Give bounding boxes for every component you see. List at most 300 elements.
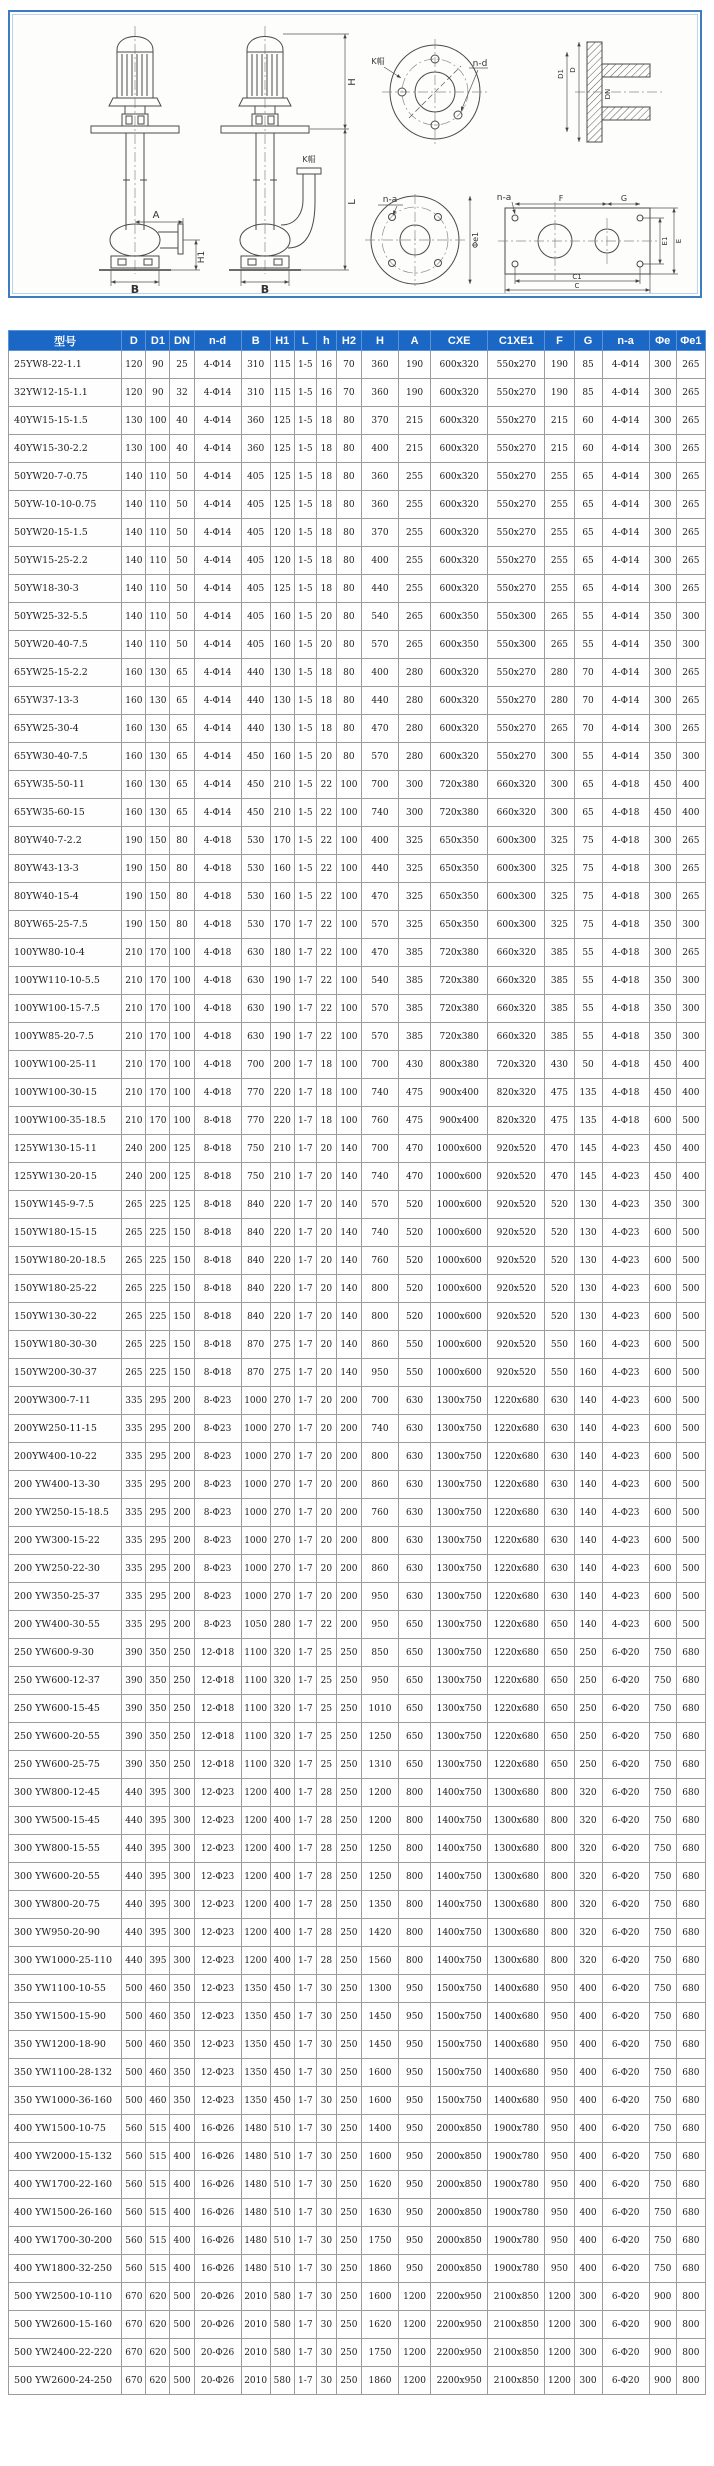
spec-cell: 1-5	[294, 827, 316, 855]
spec-cell: 860	[361, 1331, 398, 1359]
spec-cell: 265	[676, 491, 705, 519]
spec-cell: 250	[574, 1751, 602, 1779]
spec-cell: 2000x850	[431, 2171, 488, 2199]
table-row	[9, 1555, 706, 1583]
spec-cell: 600	[649, 1331, 676, 1359]
spec-cell: 400	[170, 2255, 194, 2283]
model-cell: 65YW35-50-11	[9, 771, 122, 799]
spec-cell: 140	[336, 1303, 361, 1331]
spec-cell: 670	[122, 2311, 146, 2339]
table-row	[9, 491, 706, 519]
model-cell: 350 YW1500-15-90	[9, 2003, 122, 2031]
column-header-17: Φe	[649, 331, 676, 351]
spec-cell: 250	[336, 1667, 361, 1695]
pump-front-view	[91, 26, 207, 296]
spec-cell: 22	[316, 995, 336, 1023]
spec-cell: 100	[336, 799, 361, 827]
spec-cell: 190	[270, 1023, 294, 1051]
spec-cell: 740	[361, 1415, 398, 1443]
spec-cell: 650	[545, 1667, 574, 1695]
spec-cell: 650	[399, 1639, 431, 1667]
table-row	[9, 1331, 706, 1359]
spec-cell: 2000x850	[431, 2255, 488, 2283]
table-row	[9, 1527, 706, 1555]
spec-cell: 560	[122, 2143, 146, 2171]
spec-cell: 520	[399, 1303, 431, 1331]
spec-cell: 1-7	[294, 1023, 316, 1051]
table-row	[9, 827, 706, 855]
spec-cell: 225	[146, 1247, 170, 1275]
spec-cell: 135	[574, 1107, 602, 1135]
spec-cell: 1900x780	[488, 2255, 545, 2283]
spec-cell: 800	[361, 1275, 398, 1303]
spec-cell: 335	[122, 1611, 146, 1639]
pump-side-view	[221, 26, 358, 296]
spec-cell: 130	[574, 1219, 602, 1247]
spec-cell: 800	[676, 2339, 705, 2367]
spec-cell: 280	[399, 743, 431, 771]
spec-cell: 1200	[361, 1807, 398, 1835]
spec-cell: 250	[336, 2255, 361, 2283]
spec-cell: 2100x850	[488, 2311, 545, 2339]
spec-cell: 100	[336, 855, 361, 883]
spec-cell: 130	[146, 687, 170, 715]
dim-label-dn: DN	[604, 88, 612, 100]
spec-cell: 12-Φ18	[194, 1695, 241, 1723]
spec-cell: 1300x680	[488, 1807, 545, 1835]
spec-cell: 1600	[361, 2283, 398, 2311]
spec-cell: 255	[399, 491, 431, 519]
spec-cell: 20	[316, 1583, 336, 1611]
spec-cell: 135	[574, 1079, 602, 1107]
table-row	[9, 1443, 706, 1471]
spec-cell: 4-Φ23	[602, 1247, 649, 1275]
spec-cell: 200	[146, 1135, 170, 1163]
spec-cell: 350	[146, 1639, 170, 1667]
spec-cell: 1300	[361, 1975, 398, 2003]
dim-label-b-left: B	[130, 283, 140, 296]
spec-cell: 335	[122, 1527, 146, 1555]
spec-cell: 450	[270, 2031, 294, 2059]
spec-cell: 150	[170, 1331, 194, 1359]
spec-cell: 8-Φ23	[194, 1471, 241, 1499]
spec-cell: 550x270	[488, 407, 545, 435]
spec-cell: 750	[649, 2227, 676, 2255]
spec-cell: 20	[316, 631, 336, 659]
spec-cell: 65	[170, 799, 194, 827]
spec-cell: 520	[545, 1275, 574, 1303]
spec-cell: 28	[316, 1779, 336, 1807]
spec-cell: 4-Φ14	[602, 659, 649, 687]
table-row	[9, 1891, 706, 1919]
spec-cell: 200	[170, 1387, 194, 1415]
spec-cell: 450	[270, 1975, 294, 2003]
spec-cell: 450	[270, 2059, 294, 2087]
spec-cell: 4-Φ14	[194, 547, 241, 575]
spec-cell: 1-7	[294, 1135, 316, 1163]
spec-cell: 100	[146, 407, 170, 435]
spec-cell: 8-Φ23	[194, 1415, 241, 1443]
spec-cell: 6-Φ20	[602, 2115, 649, 2143]
spec-cell: 160	[270, 855, 294, 883]
spec-cell: 750	[649, 1891, 676, 1919]
spec-cell: 250	[336, 1975, 361, 2003]
column-header-13: C1XE1	[488, 331, 545, 351]
spec-cell: 800	[545, 1919, 574, 1947]
spec-cell: 8-Φ18	[194, 1303, 241, 1331]
table-row	[9, 1499, 706, 1527]
spec-cell: 4-Φ14	[194, 771, 241, 799]
spec-cell: 140	[574, 1415, 602, 1443]
spec-cell: 670	[122, 2283, 146, 2311]
spec-cell: 400	[574, 2059, 602, 2087]
pump-dimension-drawing-panel	[8, 10, 702, 298]
table-row	[9, 1415, 706, 1443]
spec-cell: 4-Φ23	[602, 1163, 649, 1191]
spec-cell: 12-Φ23	[194, 2003, 241, 2031]
spec-cell: 50	[170, 491, 194, 519]
spec-cell: 300	[399, 771, 431, 799]
spec-cell: 550x270	[488, 715, 545, 743]
spec-cell: 500	[122, 2087, 146, 2115]
spec-cell: 200	[170, 1527, 194, 1555]
spec-cell: 320	[574, 1779, 602, 1807]
spec-cell: 215	[545, 435, 574, 463]
spec-cell: 320	[574, 1891, 602, 1919]
spec-cell: 65	[574, 771, 602, 799]
spec-cell: 475	[545, 1107, 574, 1135]
spec-cell: 1-7	[294, 1387, 316, 1415]
spec-cell: 55	[574, 967, 602, 995]
spec-cell: 750	[649, 1723, 676, 1751]
spec-cell: 1200	[545, 2311, 574, 2339]
spec-cell: 320	[270, 1751, 294, 1779]
spec-cell: 920x520	[488, 1247, 545, 1275]
spec-cell: 325	[399, 827, 431, 855]
spec-cell: 265	[676, 435, 705, 463]
spec-cell: 920x520	[488, 1135, 545, 1163]
spec-cell: 295	[146, 1527, 170, 1555]
spec-cell: 130	[146, 743, 170, 771]
spec-cell: 140	[336, 1135, 361, 1163]
spec-cell: 500	[170, 2367, 194, 2395]
spec-cell: 550x270	[488, 463, 545, 491]
spec-cell: 30	[316, 2087, 336, 2115]
spec-cell: 1400x680	[488, 1975, 545, 2003]
spec-cell: 680	[676, 2059, 705, 2087]
spec-cell: 4-Φ18	[602, 1107, 649, 1135]
spec-cell: 600	[649, 1387, 676, 1415]
spec-cell: 140	[122, 631, 146, 659]
spec-cell: 460	[146, 2087, 170, 2115]
model-cell: 25YW8-22-1.1	[9, 351, 122, 379]
table-row	[9, 1779, 706, 1807]
spec-cell: 4-Φ14	[602, 491, 649, 519]
spec-cell: 1000x600	[431, 1247, 488, 1275]
flange-section-view	[557, 42, 665, 142]
spec-cell: 1-5	[294, 883, 316, 911]
spec-cell: 550x270	[488, 379, 545, 407]
spec-cell: 160	[574, 1359, 602, 1387]
spec-cell: 130	[146, 771, 170, 799]
spec-cell: 6-Φ20	[602, 1947, 649, 1975]
spec-cell: 1400x680	[488, 2059, 545, 2087]
spec-cell: 250	[336, 2171, 361, 2199]
spec-cell: 405	[241, 631, 270, 659]
dim-label-e1: E1	[661, 236, 669, 246]
spec-cell: 600	[649, 1275, 676, 1303]
spec-cell: 840	[241, 1219, 270, 1247]
spec-cell: 18	[316, 407, 336, 435]
spec-cell: 450	[241, 799, 270, 827]
spec-cell: 140	[574, 1555, 602, 1583]
spec-cell: 180	[270, 939, 294, 967]
spec-cell: 20	[316, 1219, 336, 1247]
spec-cell: 600	[649, 1499, 676, 1527]
spec-cell: 440	[361, 855, 398, 883]
spec-cell: 325	[545, 911, 574, 939]
model-cell: 150YW130-30-22	[9, 1303, 122, 1331]
spec-cell: 1-5	[294, 659, 316, 687]
spec-cell: 600	[649, 1555, 676, 1583]
spec-cell: 170	[146, 1023, 170, 1051]
spec-cell: 225	[146, 1275, 170, 1303]
spec-cell: 440	[122, 1891, 146, 1919]
spec-cell: 160	[122, 771, 146, 799]
base-flange-view	[365, 194, 480, 286]
spec-cell: 1000x600	[431, 1275, 488, 1303]
spec-cell: 1500x750	[431, 2003, 488, 2031]
spec-cell: 920x520	[488, 1303, 545, 1331]
spec-cell: 300	[574, 2311, 602, 2339]
column-header-15: G	[574, 331, 602, 351]
spec-cell: 390	[122, 1723, 146, 1751]
spec-cell: 400	[574, 2143, 602, 2171]
model-cell: 500 YW2600-24-250	[9, 2367, 122, 2395]
model-cell: 250 YW600-9-30	[9, 1639, 122, 1667]
spec-cell: 1-7	[294, 1415, 316, 1443]
spec-cell: 75	[574, 883, 602, 911]
model-cell: 350 YW1000-36-160	[9, 2087, 122, 2115]
spec-cell: 2200x950	[431, 2367, 488, 2395]
spec-cell: 350	[146, 1695, 170, 1723]
spec-cell: 800	[361, 1303, 398, 1331]
spec-cell: 900	[649, 2311, 676, 2339]
dim-label-n-a-plate: n-a	[496, 193, 512, 203]
spec-cell: 255	[399, 575, 431, 603]
spec-cell: 100	[336, 1107, 361, 1135]
spec-cell: 650x350	[431, 883, 488, 911]
spec-cell: 520	[545, 1303, 574, 1331]
spec-cell: 4-Φ18	[602, 995, 649, 1023]
spec-cell: 28	[316, 1863, 336, 1891]
spec-cell: 255	[399, 463, 431, 491]
spec-cell: 140	[336, 1219, 361, 1247]
spec-cell: 250	[170, 1639, 194, 1667]
spec-cell: 65	[170, 743, 194, 771]
spec-cell: 250	[336, 1807, 361, 1835]
table-row	[9, 2143, 706, 2171]
spec-cell: 250	[336, 2199, 361, 2227]
spec-cell: 1220x680	[488, 1723, 545, 1751]
spec-cell: 200	[336, 1555, 361, 1583]
spec-cell: 680	[676, 1695, 705, 1723]
spec-cell: 1-7	[294, 1919, 316, 1947]
spec-cell: 515	[146, 2115, 170, 2143]
spec-cell: 520	[545, 1191, 574, 1219]
spec-cell: 1-7	[294, 2031, 316, 2059]
spec-cell: 200	[336, 1527, 361, 1555]
spec-cell: 600	[649, 1443, 676, 1471]
spec-cell: 750	[649, 1835, 676, 1863]
spec-cell: 70	[336, 379, 361, 407]
spec-cell: 1-7	[294, 967, 316, 995]
spec-cell: 1300x750	[431, 1695, 488, 1723]
spec-cell: 300	[170, 1807, 194, 1835]
spec-cell: 385	[399, 939, 431, 967]
spec-cell: 1-7	[294, 2059, 316, 2087]
spec-cell: 1300x750	[431, 1639, 488, 1667]
model-cell: 200 YW400-30-55	[9, 1611, 122, 1639]
spec-cell: 400	[270, 1835, 294, 1863]
spec-cell: 2010	[241, 2339, 270, 2367]
spec-cell: 8-Φ18	[194, 1219, 241, 1247]
spec-cell: 1100	[241, 1751, 270, 1779]
spec-cell: 4-Φ18	[194, 995, 241, 1023]
model-cell: 350 YW1200-18-90	[9, 2031, 122, 2059]
spec-cell: 300	[649, 435, 676, 463]
spec-cell: 160	[270, 603, 294, 631]
spec-cell: 12-Φ23	[194, 2059, 241, 2087]
spec-cell: 1-7	[294, 1667, 316, 1695]
spec-cell: 400	[574, 2115, 602, 2143]
spec-cell: 6-Φ20	[602, 1779, 649, 1807]
spec-cell: 170	[146, 939, 170, 967]
spec-cell: 335	[122, 1387, 146, 1415]
spec-cell: 30	[316, 2171, 336, 2199]
spec-cell: 510	[270, 2255, 294, 2283]
dim-label-g: G	[620, 194, 628, 203]
spec-cell: 4-Φ18	[602, 827, 649, 855]
spec-cell: 440	[361, 687, 398, 715]
spec-cell: 70	[574, 715, 602, 743]
spec-cell: 300	[676, 603, 705, 631]
spec-cell: 100	[170, 995, 194, 1023]
spec-cell: 12-Φ23	[194, 1835, 241, 1863]
spec-cell: 600x350	[431, 631, 488, 659]
spec-cell: 1-7	[294, 1331, 316, 1359]
spec-cell: 265	[676, 715, 705, 743]
dim-label-c1: C1	[572, 273, 582, 281]
spec-cell: 1-5	[294, 631, 316, 659]
spec-cell: 400	[574, 2087, 602, 2115]
spec-cell: 1310	[361, 1751, 398, 1779]
spec-cell: 700	[361, 1135, 398, 1163]
spec-cell: 500	[122, 1975, 146, 2003]
spec-cell: 1-7	[294, 1835, 316, 1863]
spec-cell: 265	[676, 855, 705, 883]
spec-cell: 1250	[361, 1723, 398, 1751]
column-header-12: CXE	[431, 331, 488, 351]
spec-cell: 250	[574, 1723, 602, 1751]
spec-cell: 395	[146, 1891, 170, 1919]
spec-cell: 600x300	[488, 883, 545, 911]
spec-cell: 12-Φ23	[194, 1947, 241, 1975]
spec-cell: 1-7	[294, 1751, 316, 1779]
spec-cell: 1-7	[294, 2255, 316, 2283]
discharge-flange-view	[371, 39, 488, 145]
spec-cell: 300	[676, 631, 705, 659]
column-header-5: B	[241, 331, 270, 351]
spec-cell: 25	[316, 1695, 336, 1723]
model-cell: 300 YW1000-25-110	[9, 1947, 122, 1975]
spec-cell: 8-Φ18	[194, 1331, 241, 1359]
spec-cell: 1300x680	[488, 1947, 545, 1975]
spec-cell: 50	[574, 1051, 602, 1079]
spec-cell: 210	[122, 995, 146, 1023]
spec-cell: 1-5	[294, 463, 316, 491]
flange-outlet-label: K帽	[371, 57, 385, 66]
spec-cell: 1300x680	[488, 1891, 545, 1919]
column-header-6: H1	[270, 331, 294, 351]
spec-cell: 100	[336, 967, 361, 995]
spec-cell: 30	[316, 2003, 336, 2031]
spec-cell: 4-Φ14	[194, 491, 241, 519]
spec-cell: 1-7	[294, 1219, 316, 1247]
spec-cell: 680	[676, 1667, 705, 1695]
spec-cell: 6-Φ20	[602, 1891, 649, 1919]
table-row	[9, 1835, 706, 1863]
spec-cell: 600	[649, 1359, 676, 1387]
spec-cell: 800	[399, 1863, 431, 1891]
spec-cell: 750	[649, 2087, 676, 2115]
spec-cell: 1220x680	[488, 1555, 545, 1583]
spec-cell: 320	[270, 1723, 294, 1751]
dim-label-c: C	[574, 282, 580, 290]
spec-cell: 100	[170, 939, 194, 967]
spec-cell: 215	[399, 435, 431, 463]
spec-cell: 900x400	[431, 1079, 488, 1107]
spec-cell: 120	[270, 547, 294, 575]
spec-cell: 225	[146, 1303, 170, 1331]
spec-cell: 130	[574, 1191, 602, 1219]
table-row	[9, 1471, 706, 1499]
spec-cell: 1250	[361, 1835, 398, 1863]
spec-cell: 600	[649, 1611, 676, 1639]
spec-cell: 1-7	[294, 2311, 316, 2339]
spec-cell: 300	[170, 1835, 194, 1863]
model-cell: 250 YW600-15-45	[9, 1695, 122, 1723]
spec-cell: 510	[270, 2143, 294, 2171]
spec-cell: 110	[146, 463, 170, 491]
spec-cell: 950	[399, 2087, 431, 2115]
spec-cell: 1200	[361, 1779, 398, 1807]
spec-cell: 630	[399, 1415, 431, 1443]
spec-cell: 800	[545, 1835, 574, 1863]
spec-cell: 600	[649, 1303, 676, 1331]
spec-cell: 1220x680	[488, 1639, 545, 1667]
spec-cell: 1000	[241, 1527, 270, 1555]
spec-cell: 110	[146, 519, 170, 547]
spec-cell: 110	[146, 547, 170, 575]
spec-cell: 360	[241, 435, 270, 463]
spec-cell: 560	[122, 2255, 146, 2283]
spec-cell: 4-Φ18	[602, 799, 649, 827]
spec-cell: 750	[649, 1807, 676, 1835]
spec-cell: 950	[545, 2059, 574, 2087]
table-row	[9, 2059, 706, 2087]
spec-cell: 18	[316, 1107, 336, 1135]
